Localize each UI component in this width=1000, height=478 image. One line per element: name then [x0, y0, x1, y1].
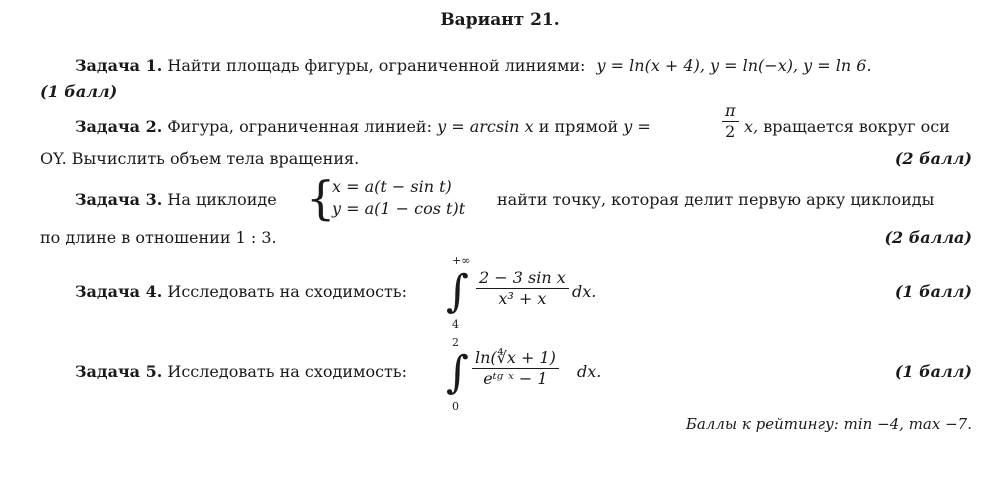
task-2-label: Задача 2.	[75, 117, 163, 136]
task-5-text: Исследовать на сходимость:	[167, 362, 407, 381]
integral-icon: ∫	[446, 266, 469, 317]
task-2-text-after: вращается вокруг оси	[763, 117, 950, 136]
task-1-label: Задача 1.	[75, 56, 163, 75]
task-5-numerator: ln(∜x + 1)	[472, 348, 559, 369]
task-3-points: (2 балла)	[884, 228, 972, 247]
task-2	[75, 117, 651, 137]
task-4-label: Задача 4.	[75, 282, 163, 301]
task-3-text-before: На циклоиде	[167, 190, 277, 209]
task-3-system-line-2: y = a(1 − cos t)t	[332, 199, 466, 218]
task-2-frac-num: π	[722, 101, 739, 122]
task-4	[75, 282, 407, 302]
task-5-denominator: eᵗᵍ ˣ − 1	[483, 369, 548, 388]
variant-title: Вариант 21.	[440, 10, 560, 30]
task-4-denominator: x³ + x	[498, 289, 547, 308]
task-2-tail	[744, 117, 950, 137]
task-2-frac-den: 2	[725, 122, 736, 141]
task-5-fraction	[472, 348, 559, 389]
task-2-formula-1: y = arcsin x	[437, 117, 534, 136]
task-4-fraction	[476, 268, 569, 309]
task-5-label: Задача 5.	[75, 362, 163, 381]
task-3	[75, 190, 277, 210]
task-4-text: Исследовать на сходимость:	[167, 282, 407, 301]
task-5	[75, 362, 407, 382]
task-1-points: (1 балл)	[40, 82, 118, 101]
task-3-label: Задача 3.	[75, 190, 163, 209]
task-2-points: (2 балл)	[894, 149, 972, 168]
task-2-text-before: Фигура, ограниченная линией:	[167, 117, 432, 136]
task-2-line-2: OY. Вычислить объем тела вращения.	[40, 149, 360, 168]
task-2-text-mid: и прямой	[538, 117, 619, 136]
task-5-upper-limit: 2	[452, 336, 459, 349]
task-4-points: (1 балл)	[894, 282, 972, 301]
task-3-system	[332, 176, 465, 220]
task-2-formula-2-right: x,	[744, 117, 759, 136]
task-1-text: Найти площадь фигуры, ограниченной линиями:	[167, 56, 586, 75]
task-5-dx: dx.	[577, 362, 602, 381]
task-2-formula-2-left: y =	[623, 117, 651, 136]
integral-icon: ∫	[446, 347, 469, 398]
task-5-lower-limit: 0	[452, 400, 459, 413]
task-4-numerator: 2 − 3 sin x	[476, 268, 569, 289]
task-1-formula: y = ln(x + 4), y = ln(−x), y = ln 6.	[596, 56, 872, 75]
system-brace: {	[306, 171, 336, 225]
task-4-upper-limit: +∞	[452, 254, 471, 267]
rating-footer: Баллы к рейтингу: min −4, max −7.	[685, 415, 972, 433]
task-1	[75, 56, 872, 76]
task-5-points: (1 балл)	[894, 362, 972, 381]
task-3-system-line-1: x = a(t − sin t)	[332, 177, 452, 196]
task-2-fraction	[722, 101, 739, 142]
task-3-line-2: по длине в отношении 1 : 3.	[40, 228, 277, 247]
task-4-dx: dx.	[572, 282, 597, 301]
task-4-lower-limit: 4	[452, 318, 459, 331]
task-3-text-after: найти точку, которая делит первую арку циклоиды	[497, 190, 935, 209]
